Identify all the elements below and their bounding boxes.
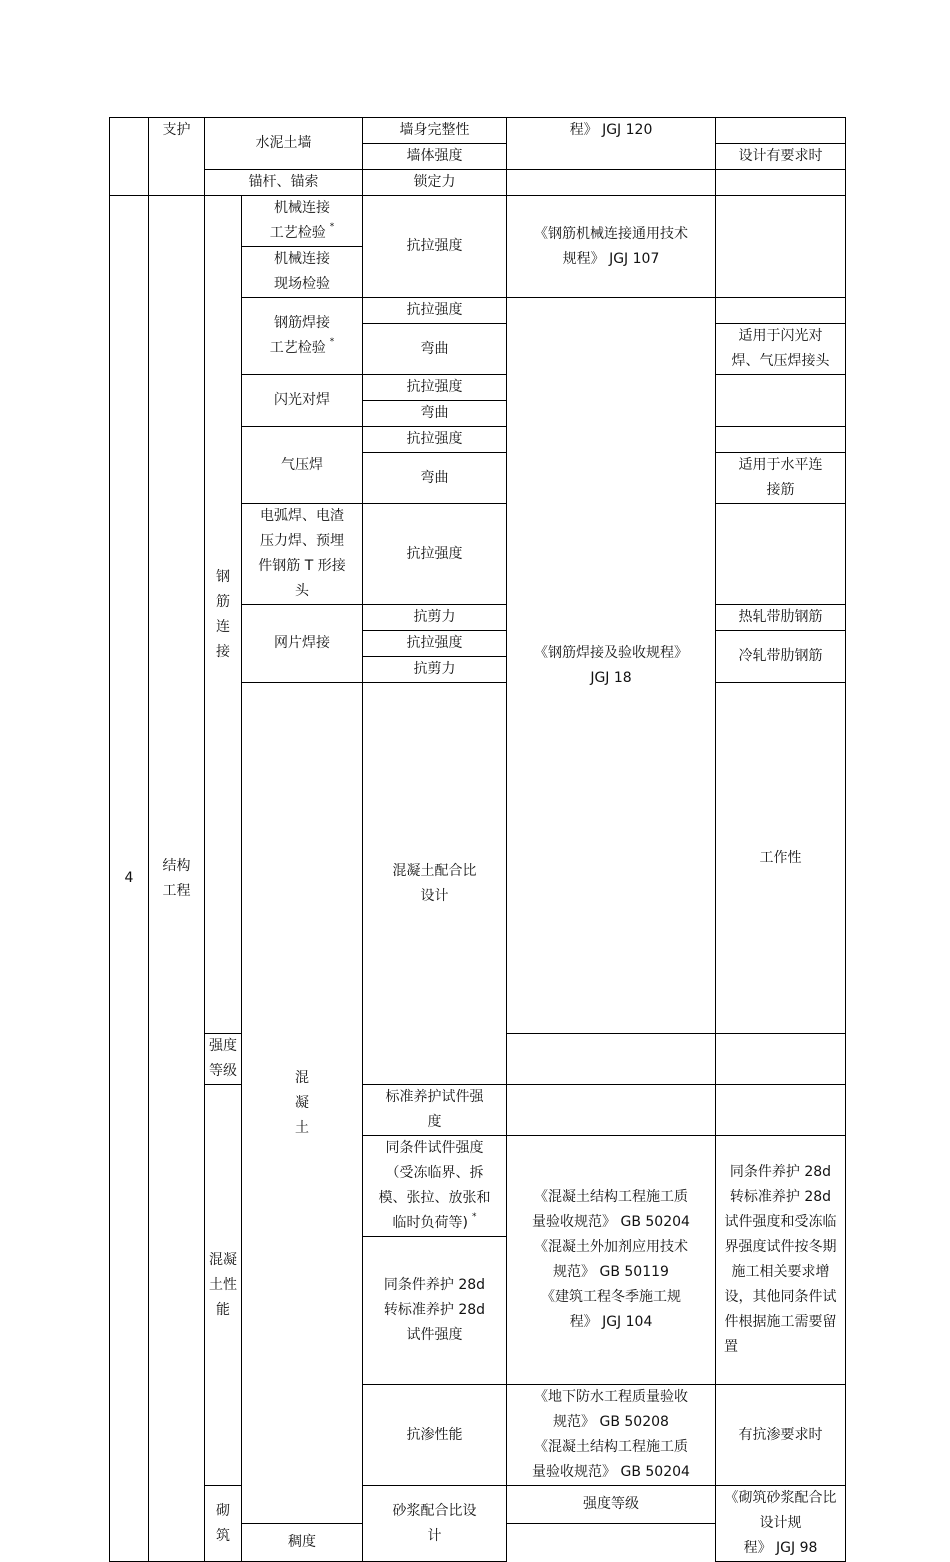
cell-category: 支护 (149, 118, 205, 196)
cell-item: 气压焊 (242, 427, 363, 504)
cell-standard: 《钢筋焊接及验收规程》 JGJ 18 (507, 298, 716, 1034)
cell-standard (507, 1085, 716, 1136)
cell-item: 混凝土配合比 设计 (363, 683, 507, 1085)
cell-note: 适用于水平连 接筋 (716, 453, 846, 504)
cell-note (716, 504, 846, 605)
cell-note (716, 1085, 846, 1136)
cell-parameter (363, 1136, 507, 1237)
cell-note: 同条件养护 28d 转标准养护 28d 试件强度和受冻临界强度试件按冬期施工相关要求增设，其他同条件试件根据施工需要留置 (716, 1136, 846, 1385)
cell-item: 闪光对焊 (242, 375, 363, 427)
cell-parameter: 抗拉强度 (363, 427, 507, 453)
asterisk-mark: * (329, 337, 335, 347)
cell-note (716, 298, 846, 324)
cell-parameter: 强度等级 (205, 1034, 242, 1085)
cell-parameter: 抗剪力 (363, 605, 507, 631)
cell-item: 电弧焊、电渣 压力焊、预埋 件钢筋 T 形接 头 (242, 504, 363, 605)
cell-group (205, 196, 242, 1034)
cell-note: 冷轧带肋钢筋 (716, 631, 846, 683)
cell-note: 热轧带肋钢筋 (716, 605, 846, 631)
cell-parameter: 墙体强度 (363, 144, 507, 170)
parameter-label: 同条件试件强度 （受冻临界、拆 模、张拉、放张和 临时负荷等) (378, 1140, 491, 1231)
item-label: 机械连接 工艺检验 (269, 200, 330, 241)
cell-item: 机械连接 现场检验 (242, 247, 363, 298)
cell-parameter: 抗渗性能 (363, 1385, 507, 1486)
cell-item: 水泥土墙 (205, 118, 363, 170)
cell-parameter: 弯曲 (363, 401, 507, 427)
cell-note (716, 1034, 846, 1085)
cell-note (716, 196, 846, 298)
cell-note: 有抗渗要求时 (716, 1385, 846, 1486)
cell-parameter: 抗拉强度 (363, 631, 507, 657)
cell-item: 网片焊接 (242, 605, 363, 683)
cell-standard (507, 170, 716, 196)
cell-note (716, 427, 846, 453)
cell-item: 混凝土性能 (205, 1085, 242, 1486)
group-label: 钢 筋 连 接 (216, 568, 230, 660)
cell-seq-number: 4 (110, 196, 149, 1562)
cell-note (716, 118, 846, 144)
cell-parameter: 锁定力 (363, 170, 507, 196)
cell-parameter: 抗拉强度 (363, 504, 507, 605)
cell-standard: 程》 JGJ 120 (507, 118, 716, 170)
cell-standard: 《混凝土结构工程施工质 量验收规范》 GB 50204 《混凝土外加剂应用技术 规范》 GB 50119 《建筑工程冬季施工规 程》 JGJ 104 (507, 1136, 716, 1385)
cell-item: 砂浆配合比设 计 (363, 1486, 507, 1562)
item-label: 钢筋焊接 工艺检验 (269, 315, 330, 356)
cell-note: 适用于闪光对 焊、气压焊接头 (716, 324, 846, 375)
cell-parameter: 抗拉强度 (363, 375, 507, 401)
cell-item (242, 298, 363, 375)
cell-parameter: 弯曲 (363, 453, 507, 504)
cell-parameter: 抗拉强度 (363, 298, 507, 324)
cell-group (205, 1486, 242, 1562)
cell-parameter: 工作性 (716, 683, 846, 1034)
cell-parameter: 弯曲 (363, 324, 507, 375)
cell-group (242, 683, 363, 1524)
group-label: 砌 筑 (216, 1502, 230, 1544)
cell-category (149, 196, 205, 1562)
cell-parameter: 抗剪力 (363, 657, 507, 683)
cell-item (242, 196, 363, 247)
cell-parameter: 同条件养护 28d 转标准养护 28d 试件强度 (363, 1237, 507, 1385)
category-label: 结构 工程 (162, 857, 191, 899)
group-label: 混 凝 土 (295, 1069, 309, 1136)
cell-note: 设计有要求时 (716, 144, 846, 170)
cell-note (716, 375, 846, 427)
cell-item: 锚杆、锚索 (205, 170, 363, 196)
cell-parameter: 抗拉强度 (363, 196, 507, 298)
asterisk-mark: * (329, 222, 335, 232)
cell-standard: 《砌筑砂浆配合比设计规 程》 JGJ 98 (716, 1486, 846, 1562)
cell-standard: 《地下防水工程质量验收 规范》 GB 50208 《混凝土结构工程施工质 量验收规范》 GB 50204 (507, 1385, 716, 1486)
cell-blank (110, 118, 149, 196)
cell-parameter: 标准养护试件强 度 (363, 1085, 507, 1136)
cell-parameter: 稠度 (242, 1524, 363, 1562)
cell-parameter: 强度等级 (507, 1486, 716, 1524)
test-spec-table (109, 117, 846, 1562)
cell-standard: 《钢筋机械连接通用技术 规程》 JGJ 107 (507, 196, 716, 298)
asterisk-mark: * (471, 1212, 477, 1222)
cell-standard (507, 1034, 716, 1085)
cell-note (716, 170, 846, 196)
cell-parameter: 墙身完整性 (363, 118, 507, 144)
